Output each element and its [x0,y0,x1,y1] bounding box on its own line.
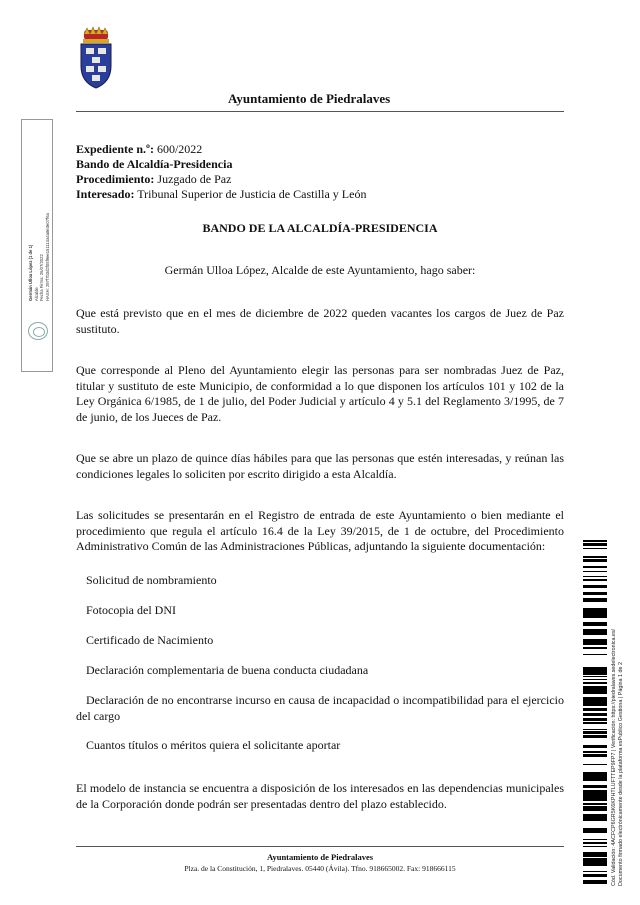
header-title: Ayuntamiento de Piedralaves [228,91,391,106]
document-meta [76,142,366,202]
verification-platform: Documento firmado electrónicamente desde la plataforma esPublico Gestiona | Página 1 de 2 [618,661,624,886]
barcode-icon [583,540,607,886]
doc-item: Cuantos títulos o méritos quiera el solicitante aportar [86,738,341,752]
expediente-label: Expediente n.º: [76,142,154,156]
signer-role: Alcalde [33,287,39,301]
procedimiento-label: Procedimiento: [76,172,155,186]
coat-of-arms-logo [76,26,116,90]
signer-name: Germán Ulloa López (1 de 1) [28,244,33,301]
doc-item: Solicitud de nombramiento [86,573,217,587]
verification-text [611,540,633,886]
seal-icon [28,322,48,340]
doc-item: Fotocopia del DNI [86,603,176,617]
document-title: BANDO DE LA ALCALDÍA-PRESIDENCIA [202,221,438,235]
header-divider [76,111,564,112]
doc-item: Certificado de Nacimiento [86,633,214,647]
footer-divider [76,846,564,847]
doc-item: Declaración complementaria de buena conducta ciudadana [86,663,369,677]
expediente-value: 600/2022 [156,142,203,156]
interesado-label: Interesado: [76,187,135,201]
footer-address: Plza. de la Constitución, 1, Piedralaves. 05440 (Ávila). Tfno. 918665002. Fax: 918666115 [184,864,456,873]
doc-item: Declaración de no encontrarse incurso en causa de incapacidad o incompatibilidad para el ejercicio del cargo [76,693,564,723]
verification-code: Cód. Validación: 4ACFCP6GR5K6KPHTLUFTTEP9FP7 | Verificación: https://piedralaves.sedelectronica.es/ [611,628,617,886]
interesado-value: Tribunal Superior de Justicia de Castilla y León [137,187,367,201]
signature-hash: HASH: 297f7b3d2f05f9ee151114a4a8e3e07f6a [44,213,50,301]
intro-line: Germán Ulloa López, Alcalde de este Ayuntamiento, hago saber: [164,263,476,277]
paragraph-deadline: Que se abre un plazo de quince días hábiles para que las personas que estén interesadas, y reúnan las condiciones legales lo soliciten por escrito dirigido a esta Alcaldía. [76,451,564,481]
paragraph-submission: Las solicitudes se presentarán en el Registro de entrada de este Ayuntamiento o bien mediante el procedimiento que regula el artículo 16.4 de la Ley 39/2015, de 1 de octubre, del Procedimiento Administrativo Común de las Administraciones Públicas, adjuntando la siguiente documentación: [76,508,564,553]
signed-date: Fecha Firma: 26/07/2022 [39,254,45,301]
paragraph-legal-basis: Que corresponde al Pleno del Ayuntamiento elegir las personas para ser nombradas Juez de Paz, titular y sustituto de este Municipio, de conformidad a lo que disponen los artículos 101 y 102 de la Ley Orgánica 6/1985, de 1 de julio, del Poder Judicial y artículo 4 y 5.1 del Reglamento 3/1995, de 7 de junio, de los Jueces de Paz. [76,363,564,424]
signature-sidebar [21,119,53,372]
paragraph-form-availability: El modelo de instancia se encuentra a disposición de los interesados en las dependencias municipales de la Corporación donde podrán ser presentadas dentro del plazo establecido. [76,781,564,811]
footer-title: Ayuntamiento de Piedralaves [266,852,374,862]
procedimiento-value: Juzgado de Paz [157,172,232,186]
paragraph-vacancies: Que está previsto que en el mes de diciembre de 2022 queden vacantes los cargos de Juez de Paz sustituto. [76,306,564,336]
bando-label: Bando de Alcaldía-Presidencia [76,157,233,171]
